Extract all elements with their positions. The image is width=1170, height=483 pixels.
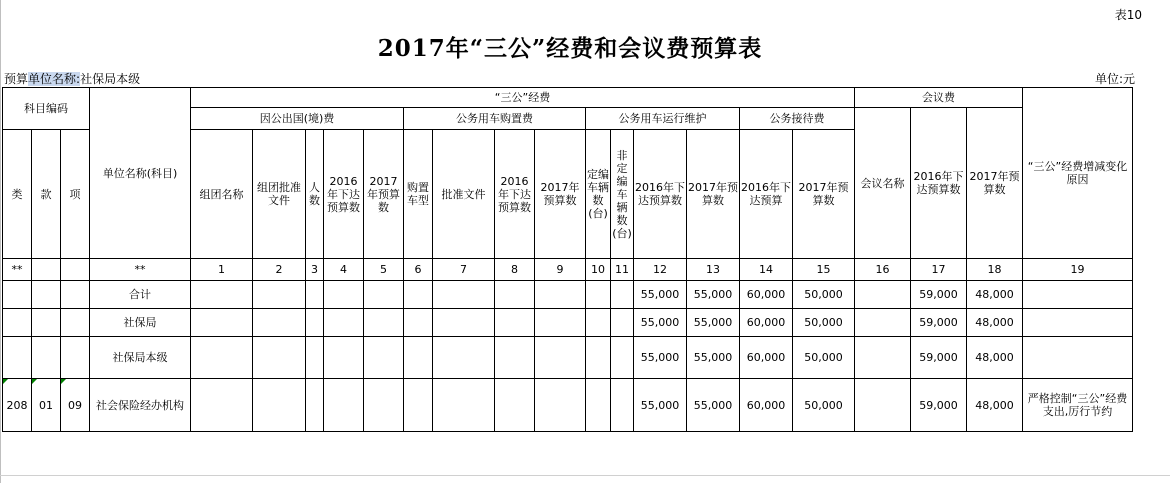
cell-kuan[interactable]: 01 [32, 379, 61, 432]
budget-unit-label-plain: 预算 [4, 72, 29, 86]
index-cell[interactable]: 17 [911, 259, 967, 281]
cell-meeting-2017[interactable]: 48,000 [967, 379, 1023, 432]
cell-empty[interactable] [611, 337, 634, 379]
cell-empty[interactable] [586, 281, 611, 309]
cell-change-reason[interactable] [1023, 281, 1133, 309]
cell-meeting-2017[interactable]: 48,000 [967, 281, 1023, 309]
cell-empty[interactable] [191, 281, 253, 309]
cell-empty[interactable] [433, 337, 495, 379]
cell-empty[interactable] [495, 337, 535, 379]
cell-empty[interactable] [364, 379, 404, 432]
cell-reception-2017[interactable]: 50,000 [793, 281, 855, 309]
header-purchase-2016[interactable]: 2016年下达预算数 [495, 130, 535, 259]
header-row-1 [3, 88, 1133, 108]
header-meeting[interactable]: 会议费 [855, 88, 1023, 108]
cell-empty[interactable] [611, 309, 634, 337]
page-title: 2017年“三公”经费和会议费预算表 [377, 35, 763, 62]
header-car-operation[interactable]: 公务用车运行维护 [586, 108, 740, 130]
header-abroad-2017[interactable]: 2017年预算数 [364, 130, 404, 259]
cell-empty[interactable] [253, 281, 306, 309]
header-abroad-2016[interactable]: 2016年下达预算数 [324, 130, 364, 259]
cell-reception-2016[interactable]: 60,000 [740, 309, 793, 337]
cell-lei[interactable]: 208 [3, 379, 32, 432]
cell-empty[interactable] [495, 379, 535, 432]
budget-table [2, 87, 1133, 432]
cell-empty[interactable] [306, 309, 324, 337]
cell-change-reason[interactable] [1023, 337, 1133, 379]
cell-meeting-2016[interactable]: 59,000 [911, 309, 967, 337]
cell-empty[interactable] [495, 309, 535, 337]
index-cell[interactable]: 13 [687, 259, 740, 281]
header-group-name[interactable]: 组团名称 [191, 130, 253, 259]
index-cell[interactable]: 19 [1023, 259, 1133, 281]
cell-lei[interactable] [3, 281, 32, 309]
header-fixed-cars[interactable]: 定编车辆数(台) [586, 130, 611, 259]
index-cell[interactable]: 5 [364, 259, 404, 281]
cell-empty[interactable] [191, 309, 253, 337]
cell-meeting-2016[interactable]: 59,000 [911, 379, 967, 432]
header-sangong[interactable]: “三公”经费 [191, 88, 855, 108]
cell-meeting-2017[interactable]: 48,000 [967, 337, 1023, 379]
cell-empty[interactable] [253, 379, 306, 432]
cell-lei[interactable] [3, 309, 32, 337]
cell-empty[interactable] [611, 281, 634, 309]
header-meeting-2017[interactable]: 2017年预算数 [967, 108, 1023, 259]
cell-reception-2016[interactable]: 60,000 [740, 281, 793, 309]
cell-empty[interactable] [324, 309, 364, 337]
cell-operation-2017[interactable]: 55,000 [687, 337, 740, 379]
sheet-bottom-rule [0, 475, 1170, 476]
cell-empty[interactable] [404, 379, 433, 432]
cell-empty[interactable] [306, 379, 324, 432]
header-persons[interactable]: 人数 [306, 130, 324, 259]
cell-kuan[interactable] [32, 281, 61, 309]
index-cell[interactable]: 14 [740, 259, 793, 281]
index-cell[interactable]: 2 [253, 259, 306, 281]
cell-empty[interactable] [433, 281, 495, 309]
cell-empty[interactable] [535, 337, 586, 379]
cell-empty[interactable] [364, 309, 404, 337]
cell-empty[interactable] [586, 309, 611, 337]
index-cell[interactable]: 8 [495, 259, 535, 281]
cell-empty[interactable] [495, 281, 535, 309]
cell-empty[interactable] [253, 309, 306, 337]
table-row-total [3, 281, 1133, 309]
cell-lei[interactable] [3, 337, 32, 379]
cell-empty[interactable] [364, 337, 404, 379]
cell-meeting-2016[interactable]: 59,000 [911, 281, 967, 309]
cell-empty[interactable] [191, 379, 253, 432]
cell-empty[interactable] [324, 337, 364, 379]
cell-meeting-2017[interactable]: 48,000 [967, 309, 1023, 337]
cell-xiang[interactable] [61, 337, 90, 379]
table-row-institution [3, 379, 1133, 432]
cell-operation-2016[interactable]: 55,000 [634, 281, 687, 309]
header-approval-doc[interactable]: 批准文件 [433, 130, 495, 259]
index-cell[interactable]: 1 [191, 259, 253, 281]
cell-kuan[interactable] [32, 309, 61, 337]
budget-unit-value: 社保局本级 [80, 72, 141, 86]
cell-xiang[interactable] [61, 309, 90, 337]
index-cell[interactable] [32, 259, 61, 281]
cell-empty[interactable] [324, 379, 364, 432]
header-reception-2016[interactable]: 2016年下达预算 [740, 130, 793, 259]
cell-unit-name[interactable]: 社保局 [90, 309, 191, 337]
index-cell[interactable]: ** [3, 259, 32, 281]
header-kuan[interactable]: 款 [32, 130, 61, 259]
index-cell[interactable]: 18 [967, 259, 1023, 281]
cell-reception-2017[interactable]: 50,000 [793, 309, 855, 337]
cell-xiang[interactable] [61, 281, 90, 309]
cell-empty[interactable] [611, 379, 634, 432]
header-unit-name[interactable]: 单位名称(科目) [90, 88, 191, 259]
column-index-row [3, 259, 1133, 281]
table-number: 表10 [1114, 8, 1142, 22]
cell-meeting-2016[interactable]: 59,000 [911, 337, 967, 379]
cell-reception-2017[interactable]: 50,000 [793, 337, 855, 379]
header-group-approval[interactable]: 组团批准文件 [253, 130, 306, 259]
cell-empty[interactable] [191, 337, 253, 379]
header-change-reason[interactable]: “三公”经费增减变化原因 [1023, 88, 1133, 259]
budget-unit-line [4, 70, 140, 87]
cell-empty[interactable] [404, 337, 433, 379]
cell-unit-name[interactable]: 社保局本级 [90, 337, 191, 379]
header-meeting-name[interactable]: 会议名称 [855, 108, 911, 259]
cell-operation-2016[interactable]: 55,000 [634, 309, 687, 337]
table-row-bureau [3, 309, 1133, 337]
header-nonfixed-cars[interactable]: 非定编车辆数(台) [611, 130, 634, 259]
cell-operation-2017[interactable]: 55,000 [687, 379, 740, 432]
index-cell[interactable]: 11 [611, 259, 634, 281]
cell-empty[interactable] [855, 309, 911, 337]
index-cell[interactable]: ** [90, 259, 191, 281]
cell-empty[interactable] [404, 281, 433, 309]
header-abroad[interactable]: 因公出国(境)费 [191, 108, 404, 130]
header-car-purchase[interactable]: 公务用车购置费 [404, 108, 586, 130]
index-cell[interactable]: 10 [586, 259, 611, 281]
index-cell[interactable]: 16 [855, 259, 911, 281]
cell-empty[interactable] [364, 281, 404, 309]
index-cell[interactable]: 4 [324, 259, 364, 281]
cell-reception-2016[interactable]: 60,000 [740, 379, 793, 432]
index-cell[interactable]: 6 [404, 259, 433, 281]
header-operation-2016[interactable]: 2016年下达预算数 [634, 130, 687, 259]
cell-empty[interactable] [535, 281, 586, 309]
cell-empty[interactable] [404, 309, 433, 337]
cell-empty[interactable] [324, 281, 364, 309]
cell-reception-2016[interactable]: 60,000 [740, 337, 793, 379]
cell-empty[interactable] [855, 337, 911, 379]
header-lei[interactable]: 类 [3, 130, 32, 259]
cell-empty[interactable] [433, 309, 495, 337]
index-cell[interactable]: 9 [535, 259, 586, 281]
header-xiang[interactable]: 项 [61, 130, 90, 259]
index-cell[interactable]: 3 [306, 259, 324, 281]
cell-operation-2017[interactable]: 55,000 [687, 281, 740, 309]
header-reception[interactable]: 公务接待费 [740, 108, 855, 130]
cell-empty[interactable] [535, 309, 586, 337]
cell-empty[interactable] [306, 337, 324, 379]
cell-change-reason[interactable] [1023, 309, 1133, 337]
cell-empty[interactable] [586, 379, 611, 432]
header-operation-2017[interactable]: 2017年预算数 [687, 130, 740, 259]
cell-kuan[interactable] [32, 337, 61, 379]
header-subject-code[interactable]: 科目编码 [3, 88, 90, 130]
cell-empty[interactable] [535, 379, 586, 432]
cell-operation-2016[interactable]: 55,000 [634, 379, 687, 432]
header-purchase-2017[interactable]: 2017年预算数 [535, 130, 586, 259]
cell-operation-2016[interactable]: 55,000 [634, 337, 687, 379]
cell-operation-2017[interactable]: 55,000 [687, 309, 740, 337]
cell-empty[interactable] [433, 379, 495, 432]
header-meeting-2016[interactable]: 2016年下达预算数 [911, 108, 967, 259]
cell-empty[interactable] [855, 281, 911, 309]
index-cell[interactable]: 7 [433, 259, 495, 281]
sheet-left-edge [0, 0, 1, 483]
cell-empty[interactable] [855, 379, 911, 432]
currency-unit: 单位:元 [1094, 72, 1135, 86]
cell-xiang[interactable]: 09 [61, 379, 90, 432]
cell-reception-2017[interactable]: 50,000 [793, 379, 855, 432]
index-cell[interactable] [61, 259, 90, 281]
cell-unit-name[interactable]: 合计 [90, 281, 191, 309]
cell-empty[interactable] [306, 281, 324, 309]
cell-empty[interactable] [586, 337, 611, 379]
budget-unit-label-selected[interactable]: 单位名称: [28, 72, 81, 86]
header-reception-2017[interactable]: 2017年预算数 [793, 130, 855, 259]
table-row-bureau-level [3, 337, 1133, 379]
header-car-model[interactable]: 购置车型 [404, 130, 433, 259]
index-cell[interactable]: 15 [793, 259, 855, 281]
cell-unit-name[interactable]: 社会保险经办机构 [90, 379, 191, 432]
index-cell[interactable]: 12 [634, 259, 687, 281]
cell-change-reason[interactable]: 严格控制“三公”经费支出,厉行节约 [1023, 379, 1133, 432]
cell-empty[interactable] [253, 337, 306, 379]
